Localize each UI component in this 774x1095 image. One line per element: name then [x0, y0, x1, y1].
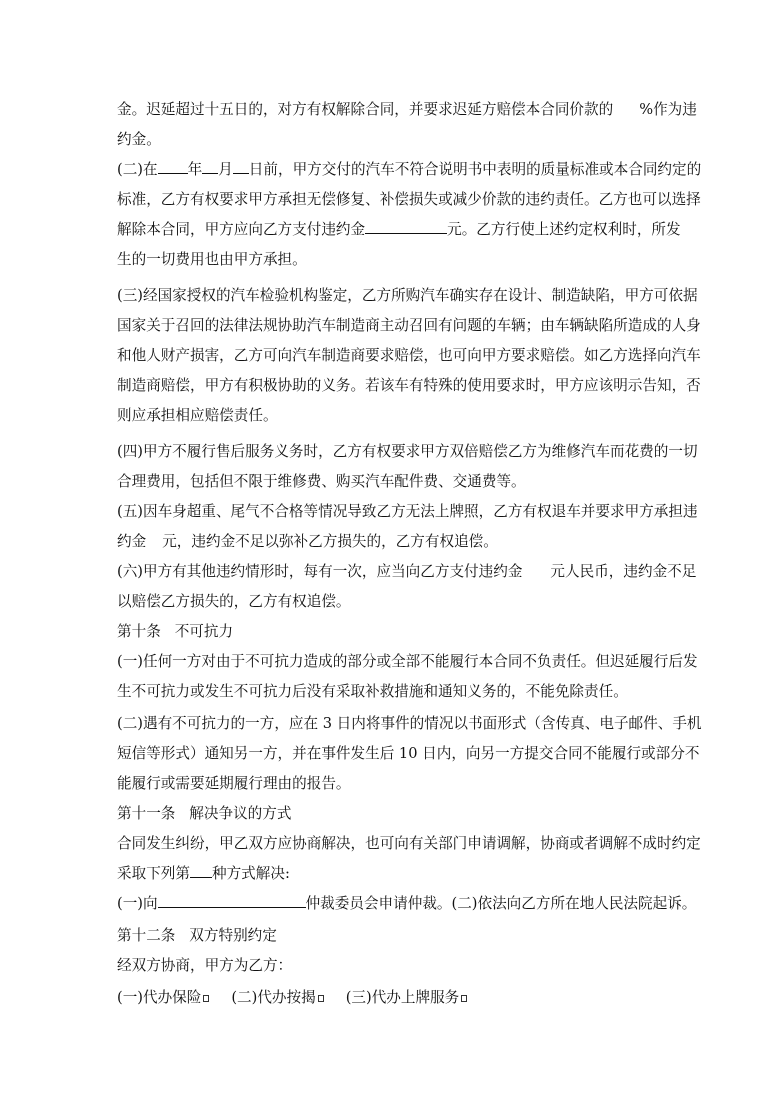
- option-insurance: (一)代办保险: [117, 989, 202, 1006]
- text-line: 制造商赔偿，甲方有积极协助的义务。若该车有特殊的使用要求时，甲方应该明示告知，否: [117, 377, 701, 394]
- penalty-amount-line: [117, 218, 681, 242]
- text: 金。迟延超过十五日的，对方有权解除合同，并要求迟延方赔偿本合同价款的: [117, 101, 614, 118]
- article-10-heading: 第十条 不可抗力: [117, 623, 234, 640]
- text-line: 经双方协商，甲方为乙方：: [117, 957, 293, 974]
- text-line: 约金。: [117, 131, 161, 148]
- day-blank: [233, 158, 249, 174]
- text-line: 以赔偿乙方损失的，乙方有权追偿。: [117, 593, 351, 610]
- penalty-clause-line: [117, 98, 697, 122]
- text: (二)在: [117, 161, 158, 178]
- special-services-line: [117, 986, 657, 1010]
- other-breach-line: [117, 560, 697, 584]
- arbitration-committee-blank: [158, 892, 306, 908]
- text-line: 生不可抗力或发生不可抗力后没有采取补救措施和通知义务的，不能免除责任。: [117, 683, 628, 700]
- text: 元。乙方行使上述约定权利时，所发: [447, 221, 681, 238]
- text: (六)甲方有其他违约情形时，每有一次，应当向乙方支付违约金: [117, 563, 523, 580]
- text: 约金: [117, 533, 147, 550]
- checkbox-icon[interactable]: [318, 995, 324, 1002]
- year-blank: [158, 158, 188, 174]
- option-mortgage: (二)代办按揭: [231, 989, 316, 1006]
- text: 月: [218, 161, 233, 178]
- article-12-heading: 第十二条 双方特别约定: [117, 927, 277, 944]
- text-line: 则应承担相应赔偿责任。: [117, 407, 278, 424]
- text-line: (一)任何一方对由于不可抗力造成的部分或全部不能履行本合同不负责任。但迟延履行后发: [117, 653, 698, 670]
- text: 种方式解决:: [211, 865, 290, 882]
- text: 解除本合同，甲方应向乙方支付违约金: [117, 221, 366, 238]
- option-registration: (三)代办上牌服务: [345, 989, 460, 1006]
- text-line: (三)经国家授权的汽车检验机构鉴定，乙方所购汽车确实存在设计、制造缺陷，甲方可依据: [117, 287, 698, 304]
- penalty-amount-blank: [365, 218, 447, 234]
- text-line: 短信等形式）通知另一方，并在事件发生后 10 日内，向另一方提交合同不能履行或部分不: [117, 745, 700, 762]
- text: 仲裁委员会申请仲裁。(二)依法向乙方所在地人民法院起诉。: [305, 895, 697, 912]
- text: %作为违: [639, 101, 697, 118]
- text-line: 合同发生纠纷，甲乙双方应协商解决，也可向有关部门申请调解，协商或者调解不成时约定: [117, 835, 701, 852]
- arbitration-line: [117, 892, 697, 916]
- text: 日前，甲方交付的汽车不符合说明书中表明的质量标准或本合同约定的: [248, 161, 702, 178]
- text-line: 能履行或需要延期履行理由的报告。: [117, 775, 351, 792]
- text-line: 生的一切费用也由甲方承担。: [117, 251, 307, 268]
- month-blank: [202, 158, 218, 174]
- text-line: 标准，乙方有权要求甲方承担无偿修复、补偿损失或减少价款的违约责任。乙方也可以选择: [117, 191, 701, 208]
- text: 年: [187, 161, 203, 178]
- text-line: (二)遇有不可抗力的一方，应在 3 日内将事件的情况以书面形式（含传真、电子邮件、手机: [117, 715, 702, 732]
- checkbox-icon[interactable]: [203, 995, 209, 1002]
- text-line: (四)甲方不履行售后服务义务时，乙方有权要求甲方双倍赔偿乙方为维修汽车而花费的一切: [117, 443, 698, 460]
- text: 元，违约金不足以弥补乙方损失的，乙方有权追偿。: [162, 533, 498, 550]
- clause-2-line: [117, 158, 702, 182]
- text: 采取下列第: [117, 865, 190, 882]
- text-line: 国家关于召回的法律法规协助汽车制造商主动召回有问题的车辆；由车辆缺陷所造成的人身: [117, 317, 701, 334]
- text-line: 合理费用，包括但不限于维修费、购买汽车配件费、交通费等。: [117, 473, 526, 490]
- return-penalty-line: [117, 530, 657, 554]
- checkbox-icon[interactable]: [461, 995, 467, 1002]
- method-number-blank: [190, 862, 212, 878]
- text: 元人民币，违约金不足: [550, 563, 697, 580]
- text-line: 和他人财产损害，乙方可向汽车制造商要求赔偿，也可向甲方要求赔偿。如乙方选择向汽车: [117, 347, 701, 364]
- article-11-heading: 第十一条 解决争议的方式: [117, 805, 292, 822]
- text-line: (五)因车身超重、尾气不合格等情况导致乙方无法上牌照，乙方有权退车并要求甲方承担违: [117, 503, 698, 520]
- text: (一)向: [117, 895, 158, 912]
- method-choice-line: [117, 862, 657, 886]
